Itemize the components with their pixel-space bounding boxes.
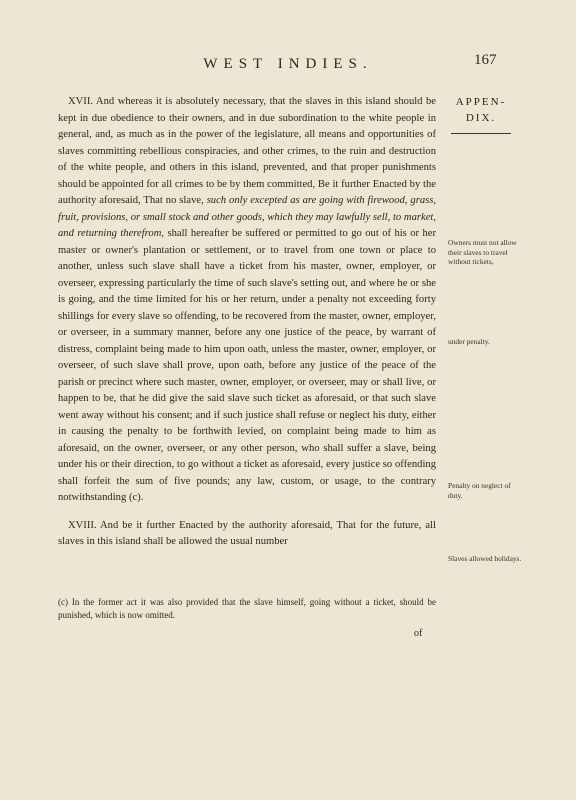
appendix-rule (451, 133, 511, 134)
paragraph-xviii: XVIII. And be it further Enacted by the authority aforesaid, That for the future, all slaves in this island shall be allowed the usual number (58, 519, 436, 547)
para17-text-start: XVII. And whereas it is absolutely necessary, that the slaves in this island should be kept in due obedience to their owners, and in due subordination to the white people in general, and, as much as in the power of the legislature, all means and opportunities of slaves committing rebellious conspiracies, and other crimes, to the ruin and destruction of the white people, and others in this island, prevented, and that proper punishments should be appointed for all crimes to be by them committed, Be it further Enacted by the authority aforesaid, That no slave, (58, 96, 436, 206)
margin-note-neglect: Penalty on neglect of duty. (448, 481, 511, 500)
para17-italic-exception: such only excepted as are going with firewood, grass, fruit, provisions, or small stock and other goods, which they may lawfully sell, to market, and returning therefrom, (58, 195, 437, 239)
footnote: (c) In the former act it was also provided that the slave himself, going without a ticket, should be punished, which is now omitted. (58, 597, 436, 620)
catchword: of (414, 628, 423, 639)
paragraph-xvii (58, 94, 436, 507)
margin-note-owners: Owners must not allow their slaves to travel without tickets, (448, 238, 517, 266)
margin-note-penalty: under penalty. (448, 337, 490, 346)
margin-note-holidays: Slaves allowed holidays. (448, 554, 522, 563)
appendix-marginal-head (442, 94, 520, 134)
running-title: WEST INDIES. (203, 56, 373, 72)
page-number: 167 (474, 52, 497, 68)
para17-text-end: shall hereafter be suffered or permitted to go out of his or her master or owner's plantation or settlement, or to travel from one town or place to another, unless such slave shall have a ticket from his master, owner, employer, or overseer, expressing particularly the time of such slave's setting out, and where he or she is going, and the time limited for his or her return, under a penalty not exceeding forty shillings for every slave so offending, to be recovered from the master, owner, employer, or overseer, in a summary manner, before any one justice of the peace, by warrant of distress, complaint being made to him upon oath, unless the master, owner, employer, or overseer, of such slave shall prove, upon oath, before any justice of the peace of the parish or precinct where such master, owner, employer, or overseer, may or shall live, or happen to be, that he did give the said slave such ticket as aforesaid, or that such slave went away without his consent; and if such justice shall refuse or neglect his duty, either in causing the penalty to be forthwith levied, on complaint being made to him as aforesaid, on the owner, overseer, or any other person, who shall suffer a slave, being under his or their direction, to go without a ticket as aforesaid, every justice so offending shall forfeit the sum of five pounds; any law, custom, or usage, to the contrary notwithstanding (58, 228, 437, 503)
main-text (58, 94, 436, 551)
appendix-head-line1: APPEN- (455, 96, 507, 108)
footnote-reference: (c). (128, 492, 144, 503)
appendix-head-line2: DIX. (465, 112, 497, 124)
